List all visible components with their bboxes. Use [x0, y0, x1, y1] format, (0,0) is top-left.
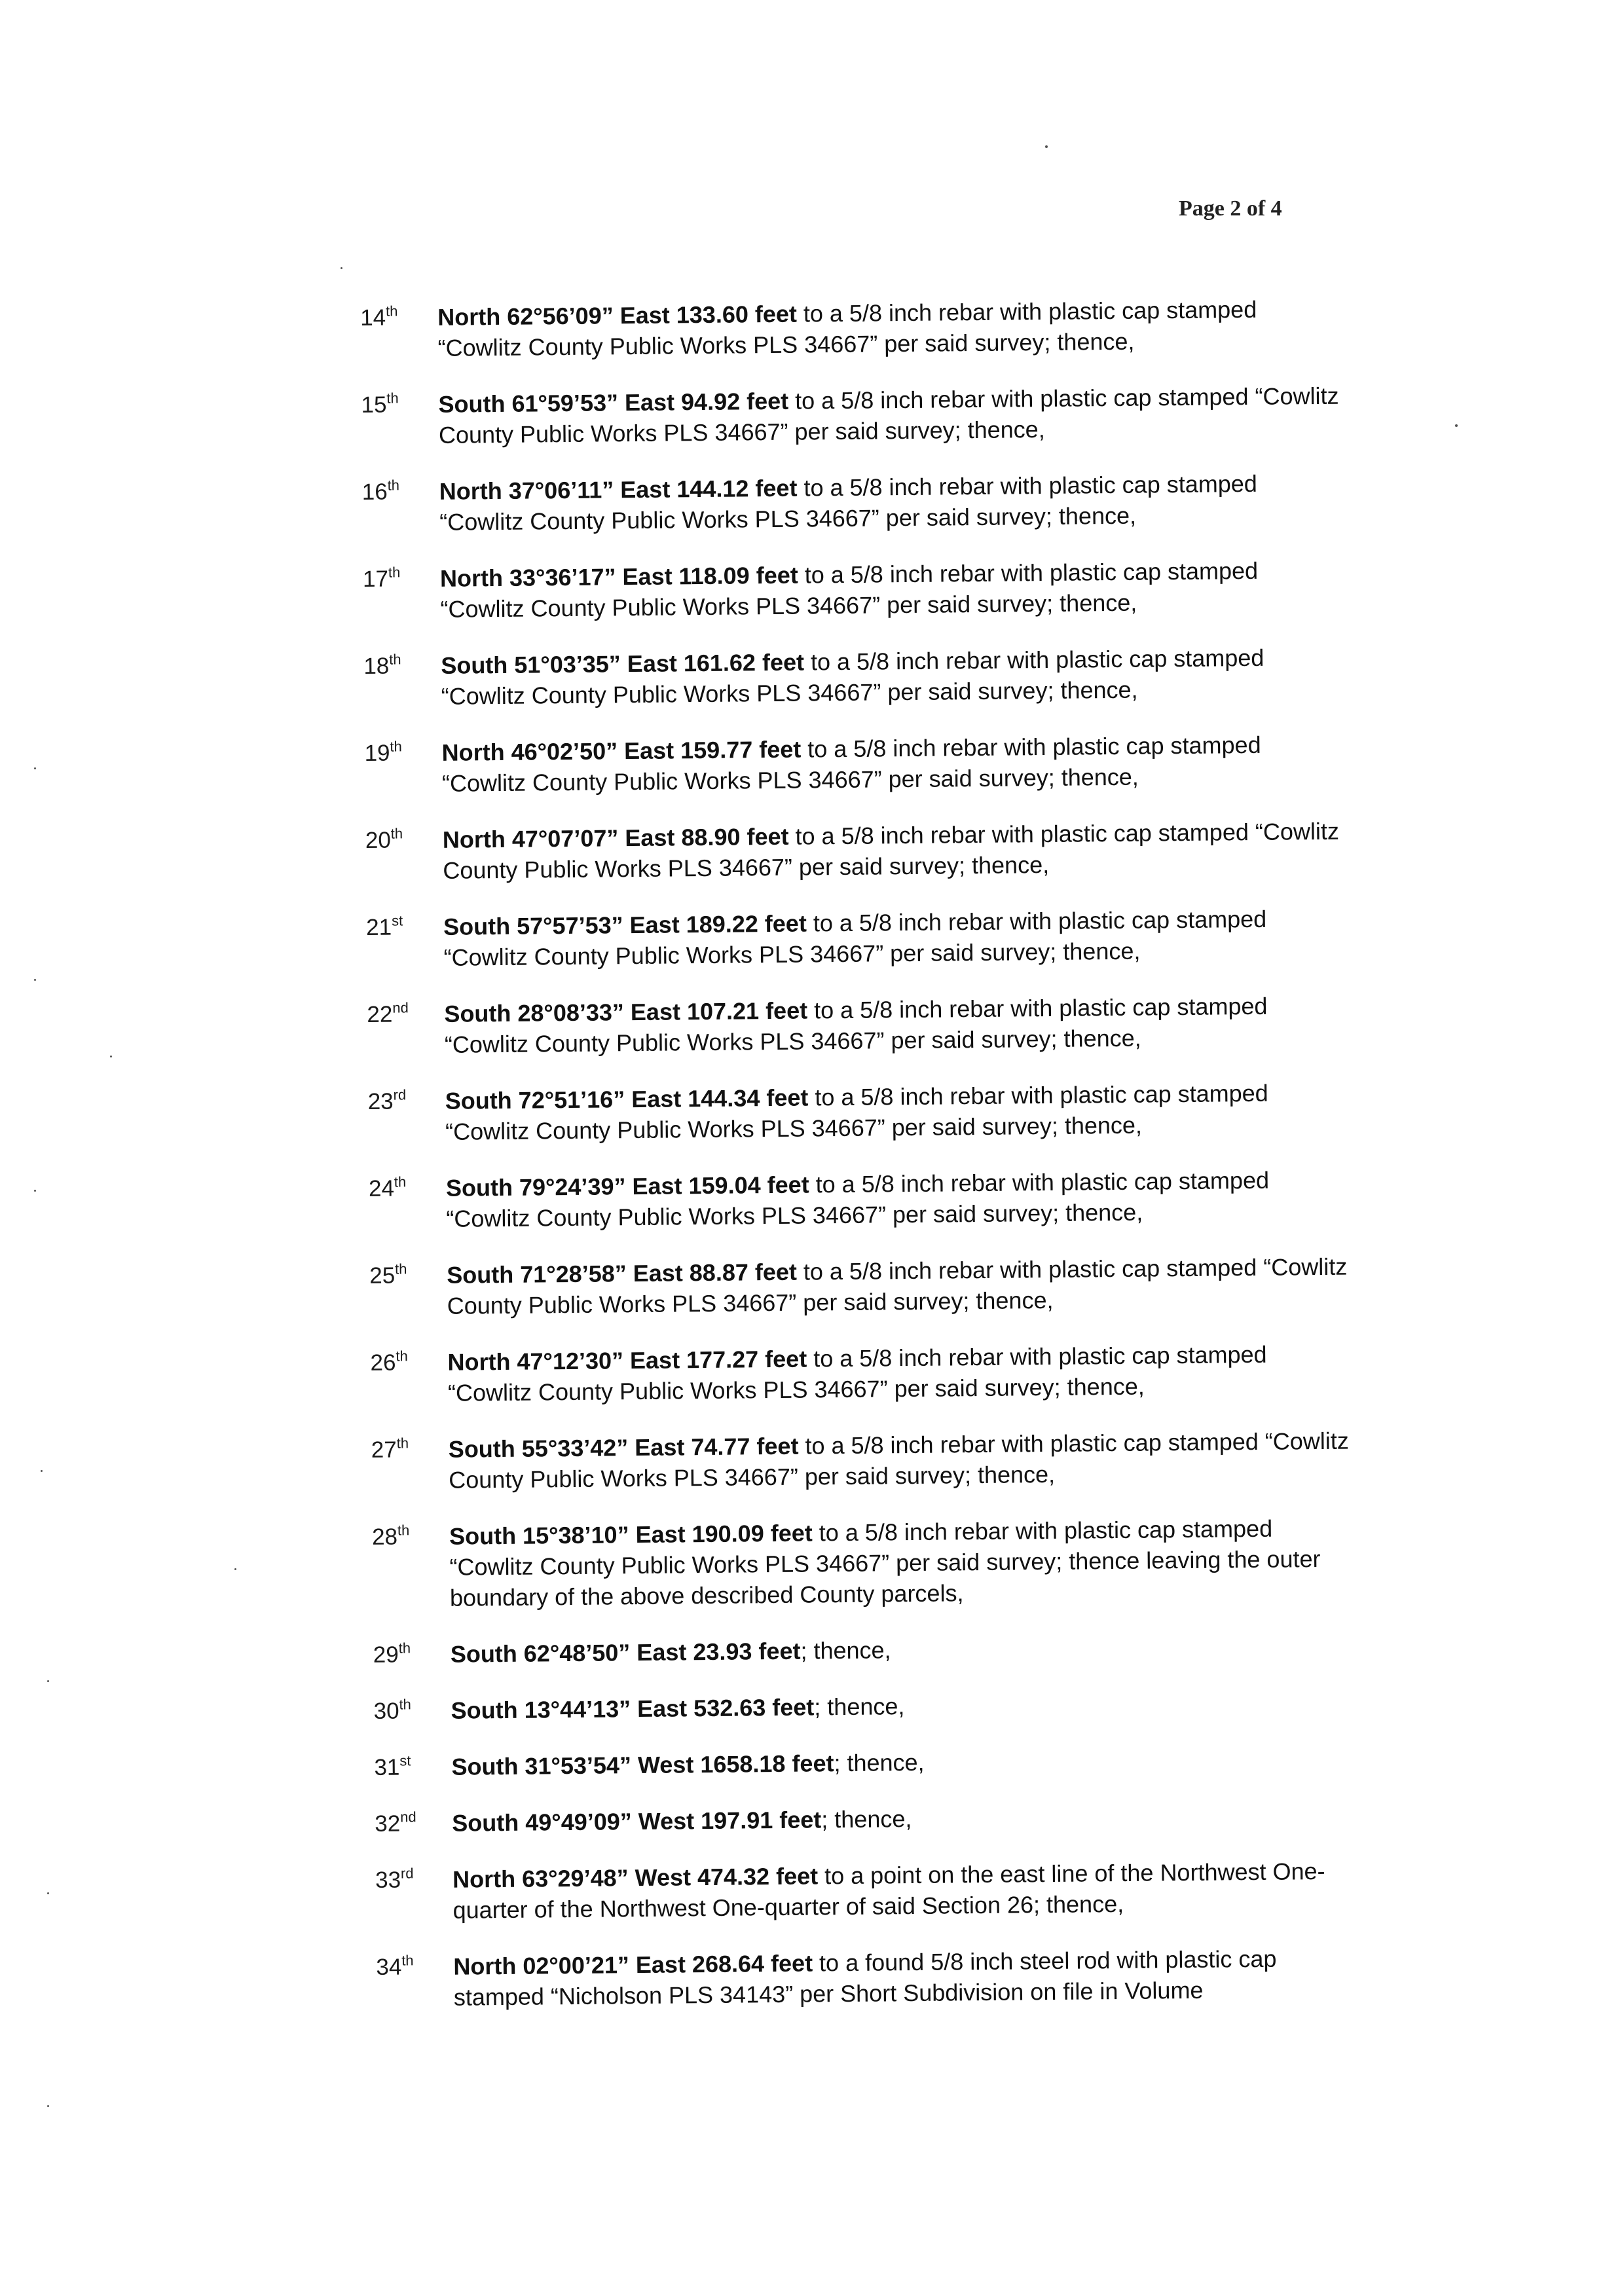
call-text — [449, 1425, 1354, 1496]
call-ordinal — [366, 911, 443, 943]
call-ordinal — [373, 1639, 451, 1670]
call-ordinal — [367, 999, 444, 1030]
ordinal-number: 15 — [361, 392, 387, 418]
call-description: to a found 5/8 inch steel rod with plastic cap stamped “Nicholson PLS 34143” per Short Subdivision on file in Volume — [453, 1945, 1277, 2011]
ordinal-suffix: st — [399, 1752, 411, 1769]
ordinal-suffix: nd — [400, 1808, 416, 1826]
call-bearing: South 72°51’16” East 144.34 feet — [445, 1084, 809, 1114]
call-bearing: North 46°02’50” East 159.77 feet — [441, 735, 802, 766]
ordinal-number: 28 — [371, 1524, 398, 1550]
call-description: to a point on the east line of the Northwest One-quarter of the Northwest One-quarter of said Section 26; thence, — [452, 1857, 1325, 1924]
call-24 — [369, 1164, 1352, 1235]
call-description: ; thence, — [814, 1693, 905, 1721]
call-18 — [363, 642, 1346, 712]
ordinal-number: 22 — [367, 1001, 393, 1027]
ordinal-number: 25 — [369, 1262, 396, 1289]
call-bearing: South 15°38’10” East 190.09 feet — [449, 1519, 813, 1550]
call-15 — [361, 380, 1344, 451]
call-17 — [363, 555, 1346, 625]
ordinal-suffix: rd — [400, 1865, 414, 1882]
call-bearing: South 57°57’53” East 189.22 feet — [443, 909, 807, 940]
call-description: to a 5/8 inch rebar with plastic cap stamped “Cowlitz County Public Works PLS 34667” per said survey; thence, — [447, 1253, 1348, 1319]
call-ordinal — [362, 476, 439, 507]
ordinal-number: 20 — [365, 827, 392, 853]
legal-description-calls — [360, 293, 1359, 2039]
call-bearing: South 13°44’13” East 532.63 feet — [451, 1693, 815, 1724]
call-32 — [375, 1799, 1357, 1839]
call-description: to a 5/8 inch rebar with plastic cap stamped “Cowlitz County Public Works PLS 34667” per said survey; thence, — [447, 1340, 1267, 1406]
ordinal-suffix: th — [397, 1522, 410, 1539]
call-ordinal — [363, 563, 440, 595]
call-bearing: South 61°59’53” East 94.92 feet — [438, 387, 789, 418]
ordinal-suffix: th — [389, 651, 401, 668]
scan-speck — [1455, 424, 1458, 427]
ordinal-number: 31 — [374, 1754, 400, 1780]
scan-speck — [41, 1470, 43, 1472]
call-ordinal — [361, 389, 438, 420]
call-bearing: South 49°49’09” West 197.91 feet — [452, 1806, 822, 1837]
call-description: to a 5/8 inch rebar with plastic cap stamped “Cowlitz County Public Works PLS 34667” per said survey; thence, — [437, 295, 1257, 361]
call-19 — [364, 729, 1347, 799]
call-bearing: South 62°48’50” East 23.93 feet — [450, 1637, 801, 1668]
ordinal-suffix: th — [390, 738, 402, 755]
ordinal-number: 16 — [361, 479, 388, 505]
ordinal-number: 32 — [375, 1810, 401, 1837]
call-description: to a 5/8 inch rebar with plastic cap stamped “Cowlitz County Public Works PLS 34667” per said survey; thence, — [441, 731, 1261, 797]
call-bearing: South 31°53’54” West 1658.18 feet — [451, 1750, 834, 1780]
call-text — [451, 1742, 1356, 1782]
call-ordinal — [360, 302, 437, 333]
call-25 — [369, 1251, 1352, 1322]
call-16 — [362, 468, 1345, 538]
call-text — [437, 293, 1343, 363]
call-ordinal — [370, 1347, 447, 1378]
call-text — [449, 1513, 1355, 1613]
call-text — [440, 555, 1346, 625]
call-text — [452, 1855, 1358, 1925]
ordinal-number: 30 — [373, 1698, 399, 1724]
ordinal-suffix: st — [391, 912, 403, 929]
call-bearing: North 63°29’48” West 474.32 feet — [452, 1862, 819, 1893]
scan-speck — [1045, 145, 1048, 148]
call-text — [447, 1338, 1353, 1408]
call-ordinal — [369, 1173, 446, 1204]
ordinal-suffix: th — [385, 303, 398, 320]
ordinal-suffix: rd — [393, 1086, 407, 1103]
ordinal-suffix: th — [396, 1348, 408, 1365]
call-bearing: North 02°00’21” East 268.64 feet — [453, 1949, 813, 1980]
call-bearing: South 55°33’42” East 74.77 feet — [448, 1432, 799, 1463]
scan-speck — [47, 2105, 49, 2107]
ordinal-number: 14 — [360, 304, 386, 331]
call-bearing: South 79°24’39” East 159.04 feet — [445, 1171, 809, 1202]
call-ordinal — [367, 1086, 445, 1117]
ordinal-number: 23 — [367, 1088, 394, 1114]
call-description: to a 5/8 inch rebar with plastic cap stamped “Cowlitz County Public Works PLS 34667” per said survey; thence, — [449, 1427, 1349, 1494]
call-text — [451, 1687, 1356, 1726]
call-description: to a 5/8 inch rebar with plastic cap stamped “Cowlitz County Public Works PLS 34667” per said survey; thence, — [446, 1166, 1270, 1232]
call-28 — [372, 1513, 1355, 1614]
scan-speck — [34, 1190, 36, 1192]
call-34 — [376, 1942, 1359, 2013]
ordinal-suffix: th — [396, 1435, 409, 1452]
call-text — [447, 1251, 1352, 1321]
call-text — [439, 468, 1345, 538]
call-ordinal — [375, 1864, 452, 1896]
scan-speck — [47, 1892, 49, 1894]
call-description: ; thence, — [834, 1748, 925, 1777]
ordinal-suffix: th — [394, 1260, 407, 1277]
call-ordinal — [369, 1260, 447, 1291]
ordinal-suffix: th — [399, 1696, 411, 1713]
call-30 — [373, 1687, 1356, 1727]
ordinal-suffix: th — [388, 564, 401, 581]
call-ordinal — [371, 1434, 449, 1465]
scan-speck — [234, 1568, 236, 1570]
call-text — [443, 816, 1348, 886]
ordinal-number: 26 — [370, 1349, 396, 1376]
call-text — [438, 380, 1344, 450]
call-text — [453, 1942, 1359, 2012]
ordinal-number: 18 — [363, 653, 390, 679]
ordinal-number: 19 — [364, 740, 390, 766]
call-ordinal — [365, 824, 443, 856]
ordinal-number: 29 — [373, 1642, 399, 1668]
call-20 — [365, 816, 1348, 887]
call-ordinal — [373, 1695, 451, 1727]
call-text — [444, 990, 1350, 1060]
scan-speck — [341, 267, 342, 269]
call-description: ; thence, — [800, 1636, 891, 1664]
ordinal-suffix: th — [390, 825, 403, 842]
call-description: to a 5/8 inch rebar with plastic cap stamped “Cowlitz County Public Works PLS 34667” per said survey; thence, — [445, 1079, 1268, 1145]
call-bearing: North 47°07’07” East 88.90 feet — [442, 822, 789, 853]
page-number: Page 2 of 4 — [1179, 196, 1282, 221]
call-text — [441, 729, 1347, 799]
call-ordinal — [375, 1808, 452, 1839]
call-21 — [366, 903, 1349, 974]
call-description: ; thence, — [821, 1805, 912, 1833]
call-text — [445, 1077, 1350, 1147]
call-description: to a 5/8 inch rebar with plastic cap stamped “Cowlitz County Public Works PLS 34667” per said survey; thence, — [440, 557, 1259, 623]
call-description: to a 5/8 inch rebar with plastic cap stamped “Cowlitz County Public Works PLS 34667” per said survey; thence, — [438, 382, 1339, 449]
call-text — [443, 903, 1349, 973]
scan-speck — [34, 767, 36, 769]
call-bearing: North 47°12’30” East 177.27 feet — [447, 1345, 807, 1376]
call-bearing: North 37°06’11” East 144.12 feet — [439, 474, 798, 505]
ordinal-number: 34 — [376, 1954, 402, 1980]
call-ordinal — [374, 1752, 451, 1783]
ordinal-suffix: th — [394, 1173, 407, 1190]
call-description: to a 5/8 inch rebar with plastic cap stamped “Cowlitz County Public Works PLS 34667” per said survey; thence, — [441, 644, 1264, 710]
ordinal-number: 24 — [368, 1175, 395, 1202]
scan-speck — [110, 1056, 112, 1057]
call-ordinal — [363, 650, 441, 682]
ordinal-number: 17 — [362, 566, 389, 592]
call-27 — [371, 1425, 1354, 1496]
scan-speck — [47, 1680, 49, 1682]
call-text — [441, 642, 1346, 712]
call-bearing: South 28°08’33” East 107.21 feet — [444, 997, 808, 1027]
call-description: to a 5/8 inch rebar with plastic cap stamped “Cowlitz County Public Works PLS 34667” per said survey; thence leaving the outer boundary of the above described County parcels, — [449, 1515, 1321, 1611]
call-23 — [367, 1077, 1350, 1148]
call-29 — [373, 1630, 1356, 1670]
call-text — [451, 1630, 1356, 1670]
call-text — [452, 1799, 1357, 1838]
scan-speck — [34, 979, 36, 981]
ordinal-suffix: th — [386, 390, 399, 407]
call-description: to a 5/8 inch rebar with plastic cap stamped “Cowlitz County Public Works PLS 34667” per said survey; thence, — [443, 905, 1267, 971]
ordinal-number: 27 — [371, 1437, 397, 1463]
ordinal-suffix: th — [401, 1952, 414, 1969]
call-bearing: North 62°56’09” East 133.60 feet — [437, 300, 798, 331]
ordinal-number: 21 — [365, 914, 392, 940]
ordinal-suffix: nd — [392, 999, 409, 1016]
call-33 — [375, 1855, 1358, 1926]
call-bearing: South 71°28’58” East 88.87 feet — [447, 1258, 798, 1289]
ordinal-suffix: th — [398, 1640, 411, 1657]
call-ordinal — [372, 1521, 449, 1552]
call-31 — [374, 1742, 1356, 1782]
ordinal-number: 33 — [375, 1867, 401, 1893]
call-ordinal — [376, 1951, 453, 1983]
call-ordinal — [364, 737, 441, 769]
call-description: to a 5/8 inch rebar with plastic cap stamped “Cowlitz County Public Works PLS 34667” per said survey; thence, — [443, 817, 1340, 884]
call-22 — [367, 990, 1350, 1061]
call-text — [446, 1164, 1352, 1234]
call-bearing: North 33°36’17” East 118.09 feet — [439, 561, 798, 592]
call-14 — [360, 293, 1343, 364]
call-26 — [370, 1338, 1353, 1409]
ordinal-suffix: th — [387, 477, 400, 494]
call-bearing: South 51°03’35” East 161.62 feet — [441, 648, 805, 679]
call-description: to a 5/8 inch rebar with plastic cap stamped “Cowlitz County Public Works PLS 34667” per said survey; thence, — [444, 992, 1268, 1058]
call-description: to a 5/8 inch rebar with plastic cap stamped “Cowlitz County Public Works PLS 34667” per said survey; thence, — [439, 469, 1257, 536]
